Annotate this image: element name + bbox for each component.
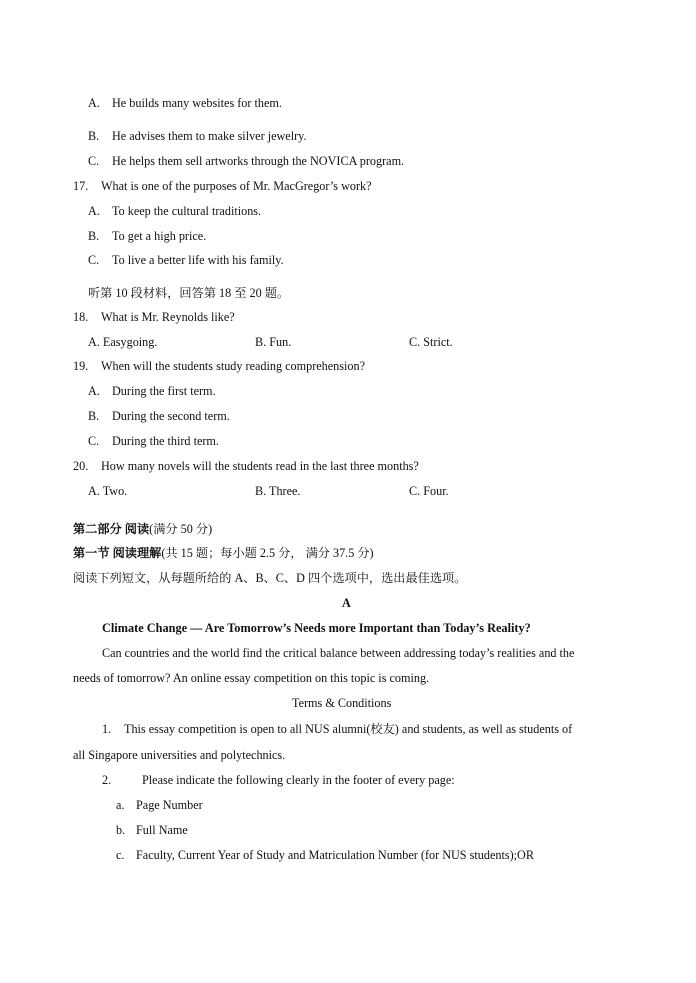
q17-option-b bbox=[88, 228, 206, 244]
option-key: A. bbox=[88, 484, 100, 498]
term2-item-a bbox=[116, 797, 203, 813]
option-text: He advises them to make silver jewelry. bbox=[112, 129, 307, 143]
option-text: He helps them sell artworks through the NOVICA program. bbox=[112, 154, 405, 168]
part2-heading bbox=[73, 521, 212, 537]
option-key: C. bbox=[409, 335, 421, 349]
q20-option-b bbox=[255, 483, 300, 499]
q20-option-a bbox=[88, 483, 127, 499]
option-text: Two. bbox=[102, 484, 128, 498]
section1-heading-score: (共 15 题；每小题 2.5 分， 满分 37.5 分) bbox=[161, 546, 374, 560]
option-key: C. bbox=[88, 154, 100, 168]
item-text: Faculty, Current Year of Study and Matriculation Number (for NUS students);OR bbox=[136, 848, 534, 862]
question-text: What is Mr. Reynolds like? bbox=[101, 310, 235, 324]
option-text: Four. bbox=[423, 484, 449, 498]
option-text: To live a better life with his family. bbox=[112, 253, 284, 267]
question-text: When will the students study reading comprehension? bbox=[101, 359, 366, 373]
q20-stem bbox=[73, 458, 419, 474]
q18-option-b bbox=[255, 334, 291, 350]
item-key: a. bbox=[116, 798, 125, 812]
q18-stem bbox=[73, 309, 235, 325]
question-number: 20. bbox=[73, 459, 89, 473]
passage-intro-line2: needs of tomorrow? An online essay competition on this topic is coming. bbox=[73, 671, 430, 685]
option-text: Fun. bbox=[269, 335, 292, 349]
option-key: C. bbox=[409, 484, 421, 498]
item-key: c. bbox=[116, 848, 125, 862]
reading-instruction: 阅读下列短文，从每题所给的 A、B、C、D 四个选项中，选出最佳选项。 bbox=[73, 571, 467, 585]
question-number: 17. bbox=[73, 179, 89, 193]
q19-option-b bbox=[88, 408, 230, 424]
passage-letter: A bbox=[342, 596, 351, 610]
option-key: A. bbox=[88, 384, 100, 398]
item-text: Page Number bbox=[136, 798, 203, 812]
item-text: Full Name bbox=[136, 823, 188, 837]
passage-title: Climate Change — Are Tomorrow’s Needs more Important than Today’s Reality? bbox=[102, 621, 531, 635]
section1-heading-bold: 第一节 阅读理解 bbox=[73, 546, 162, 560]
part2-heading-score: (满分 50 分) bbox=[149, 522, 213, 536]
terms-heading: Terms & Conditions bbox=[292, 696, 392, 710]
term2-item-c bbox=[116, 847, 534, 863]
section1-heading bbox=[73, 545, 374, 561]
q18-option-c bbox=[409, 334, 453, 350]
option-text: Three. bbox=[269, 484, 301, 498]
q19-option-a bbox=[88, 383, 216, 399]
q17-option-a bbox=[88, 203, 261, 219]
option-key: A. bbox=[88, 335, 100, 349]
option-text: To keep the cultural traditions. bbox=[112, 204, 262, 218]
term-text: Please indicate the following clearly in the footer of every page: bbox=[142, 773, 455, 787]
item-key: b. bbox=[116, 823, 126, 837]
option-key: B. bbox=[255, 484, 267, 498]
term1-line2: all Singapore universities and polytechnics. bbox=[73, 748, 286, 762]
question-text: What is one of the purposes of Mr. MacGregor’s work? bbox=[101, 179, 372, 193]
option-key: B. bbox=[255, 335, 267, 349]
q20-option-c bbox=[409, 483, 449, 499]
option-text: During the third term. bbox=[112, 434, 219, 448]
option-key: C. bbox=[88, 253, 100, 267]
option-text: He builds many websites for them. bbox=[112, 96, 282, 110]
part2-heading-bold: 第二部分 阅读 bbox=[73, 522, 150, 536]
passage-intro-line1: Can countries and the world find the critical balance between addressing today’s realities and the bbox=[102, 646, 575, 660]
option-text: Easygoing. bbox=[102, 335, 158, 349]
q17-stem bbox=[73, 178, 372, 194]
term-number: 2. bbox=[102, 773, 112, 787]
q16-option-c bbox=[88, 153, 404, 169]
q16-option-b bbox=[88, 128, 307, 144]
option-text: During the second term. bbox=[112, 409, 230, 423]
question-number: 19. bbox=[73, 359, 89, 373]
option-key: C. bbox=[88, 434, 100, 448]
question-text: How many novels will the students read in the last three months? bbox=[101, 459, 419, 473]
term2-line bbox=[102, 772, 455, 788]
section10-instruction: 听第 10 段材料，回答第 18 至 20 题。 bbox=[88, 286, 290, 300]
option-text: To get a high price. bbox=[112, 229, 207, 243]
option-key: A. bbox=[88, 96, 100, 110]
q16-option-a bbox=[88, 95, 282, 111]
option-key: B. bbox=[88, 409, 100, 423]
q17-option-c bbox=[88, 252, 284, 268]
term1-line1 bbox=[102, 721, 572, 737]
q19-stem bbox=[73, 358, 365, 374]
option-key: B. bbox=[88, 229, 100, 243]
question-number: 18. bbox=[73, 310, 89, 324]
term-number: 1. bbox=[102, 722, 112, 736]
option-text: Strict. bbox=[423, 335, 453, 349]
option-key: A. bbox=[88, 204, 100, 218]
q18-option-a bbox=[88, 334, 157, 350]
term-text: This essay competition is open to all NUS alumni(校友) and students, as well as students of bbox=[124, 722, 573, 736]
q19-option-c bbox=[88, 433, 219, 449]
option-text: During the first term. bbox=[112, 384, 216, 398]
option-key: B. bbox=[88, 129, 100, 143]
term2-item-b bbox=[116, 822, 188, 838]
